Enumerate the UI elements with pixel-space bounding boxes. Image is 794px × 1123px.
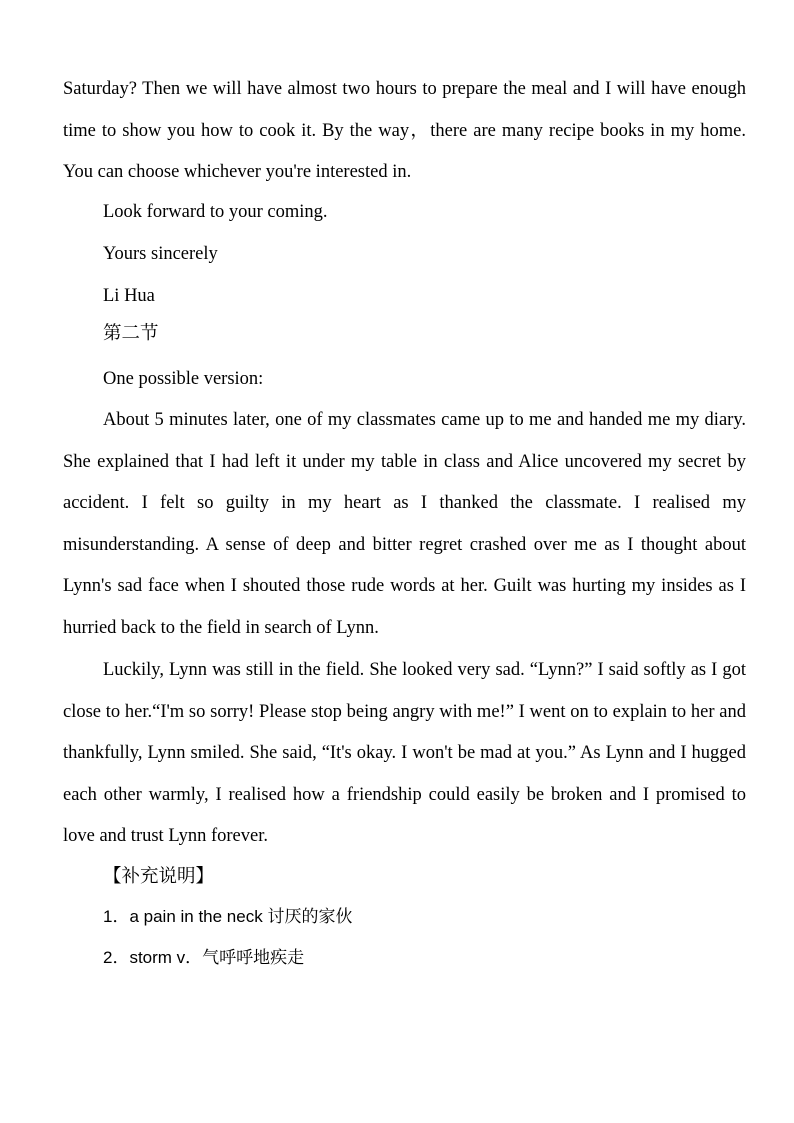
note-item: 2．storm v．气呼呼地疾走 <box>103 948 305 967</box>
story-paragraph-1: About 5 minutes later, one of my classmates came up to me and handed me my diary. She explained that I had left it under my table in class and Alice uncovered my secret by accident. I felt so guilty in my heart as I thanked the classmate. I realised my misunderstanding. A sense of deep and bitter regret crashed over me as I thought about Lynn's sad face when I shouted those rude words at her. Guilt was hurting my insides as I hurried back to the field in search of Lynn. <box>63 410 746 638</box>
note-item: 1．a pain in the neck 讨厌的家伙 <box>103 907 353 926</box>
version-label: One possible version: <box>103 369 264 389</box>
letter-signature: Li Hua <box>103 286 155 306</box>
notes-heading: 【补充说明】 <box>103 867 215 887</box>
letter-closing: Look forward to your coming. <box>103 202 328 222</box>
section-heading: 第二节 <box>103 324 159 344</box>
letter-signoff: Yours sincerely <box>103 244 218 264</box>
letter-body-paragraph: Saturday? Then we will have almost two hours to prepare the meal and I will have enough time to show you how to cook it. By the way，there are many recipe books in my home. You can choose whichever you're interested in. <box>63 79 746 183</box>
story-paragraph-2: Luckily, Lynn was still in the field. She looked very sad. “Lynn?” I said softly as I got close to her.“I'm so sorry! Please stop being angry with me!” I went on to explain to her and thankfully, Lynn smiled. She said, “It's okay. I won't be mad at you.” As Lynn and I hugged each other warmly, I realised how a friendship could easily be broken and I promised to love and trust Lynn forever. <box>63 660 746 847</box>
